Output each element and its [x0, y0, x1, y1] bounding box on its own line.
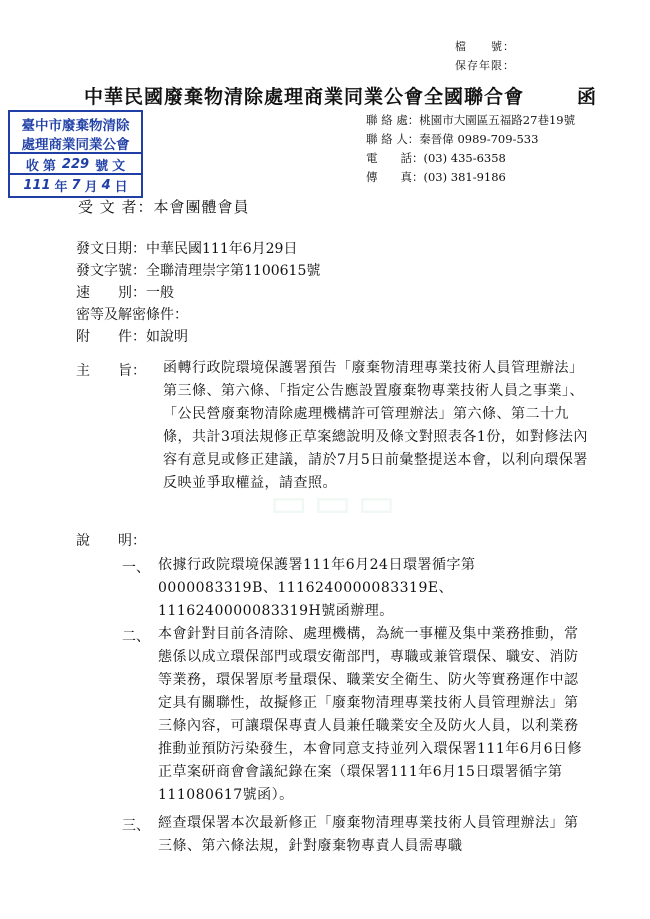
doc-type: 函 — [577, 86, 598, 108]
contact-phone: 電 話：(03) 435-6358 — [366, 151, 506, 165]
subject-label: 主 旨： — [76, 363, 146, 379]
file-number-label: 檔 號： — [455, 40, 515, 53]
item-2-number: 二、 — [122, 629, 150, 645]
doc-number: 發文字號：全聯清理崇字第1100615號 — [76, 263, 321, 279]
retention-label: 保存年限： — [455, 59, 515, 72]
stamp-recv-d: 文 — [112, 159, 126, 174]
watermark: ▭▭▭ — [270, 480, 402, 526]
secret-level: 密等及解密條件： — [76, 307, 188, 323]
recipient: 受 文 者：本會團體會員 — [78, 198, 250, 216]
explain-label: 說 明： — [76, 533, 146, 549]
stamp-date-row — [10, 173, 141, 196]
org-title: 中華民國廢棄物清除處理商業同業公會全國聯合會 — [84, 86, 525, 108]
stamp-date-day: 4 — [101, 178, 111, 193]
stamp-recv-c: 號 — [95, 159, 109, 174]
contact-address: 聯 絡 處：桃園市大園區五福路27巷19號 — [366, 113, 576, 127]
stamp-receipt-row — [10, 152, 141, 175]
stamp-recv-a: 收 — [25, 159, 39, 174]
stamp-recv-b: 第 — [42, 159, 56, 174]
stamp-date-y-label: 年 — [54, 180, 68, 195]
item-2-text: 本會針對目前各清除、處理機構，為統一事權及集中業務推動，常態係以成立環保部門或環安衛部門，專職或兼管環保、職安、消防等業務，環保署原考量環保、職業安全衛生、防火等實務運作中認定具有關聯性，故擬修正「廢棄物清理專業技術人員管理辦法」第三條內容，可讓環保專責人員兼任職業安全及防火人員，以利業務推動並預防污染發生，本會同意支持並列入環保署111年6月6日修正草案研商會會議紀錄在案（環保署111年6月15日環署循字第111080617號函）。 — [158, 626, 583, 803]
stamp-date-month: 7 — [71, 178, 81, 193]
contact-person: 聯 絡 人：秦晉偉 0989-709-533 — [366, 132, 539, 146]
contact-fax: 傳 真：(03) 381-9186 — [366, 170, 506, 184]
receipt-stamp — [8, 110, 143, 198]
stamp-date-year: 111 — [23, 178, 51, 193]
stamp-line-1: 臺中市廢棄物清除 — [21, 118, 130, 134]
stamp-line-2: 處理商業同業公會 — [21, 137, 130, 153]
item-3-number: 三、 — [122, 818, 150, 834]
send-date: 發文日期：中華民國111年6月29日 — [76, 241, 298, 257]
subject-text: 函轉行政院環境保護署預告「廢棄物清理專業技術人員管理辦法」第三條、第六條、「指定公告應設置廢棄物專業技術人員之事業」、「公民營廢棄物清除處理機構許可管理辦法」第六條、第二十九條，共計3項法規修正草案總說明及條文對照表各1份，如對修法內容有意見或修正建議，請於7月5日前彙整提送本會，以利向環保署反映並爭取權益，請查照。 — [163, 360, 588, 491]
stamp-recv-number: 229 — [61, 157, 90, 172]
item-1-text: 依據行政院環境保護署111年6月24日環署循字第0000083319B、1116240000083319E、1116240000083319H號函辦理。 — [158, 557, 476, 619]
stamp-date-d-label: 日 — [114, 180, 128, 195]
item-1-number: 一、 — [122, 560, 150, 576]
speed: 速 別：一般 — [76, 285, 174, 301]
stamp-date-m-label: 月 — [84, 180, 98, 195]
item-3-text: 經查環保署本次最新修正「廢棄物清理專業技術人員管理辦法」第三條、第六條法規，針對廢棄物專責人員需專職 — [158, 815, 579, 854]
attachment: 附 件：如說明 — [76, 329, 188, 345]
